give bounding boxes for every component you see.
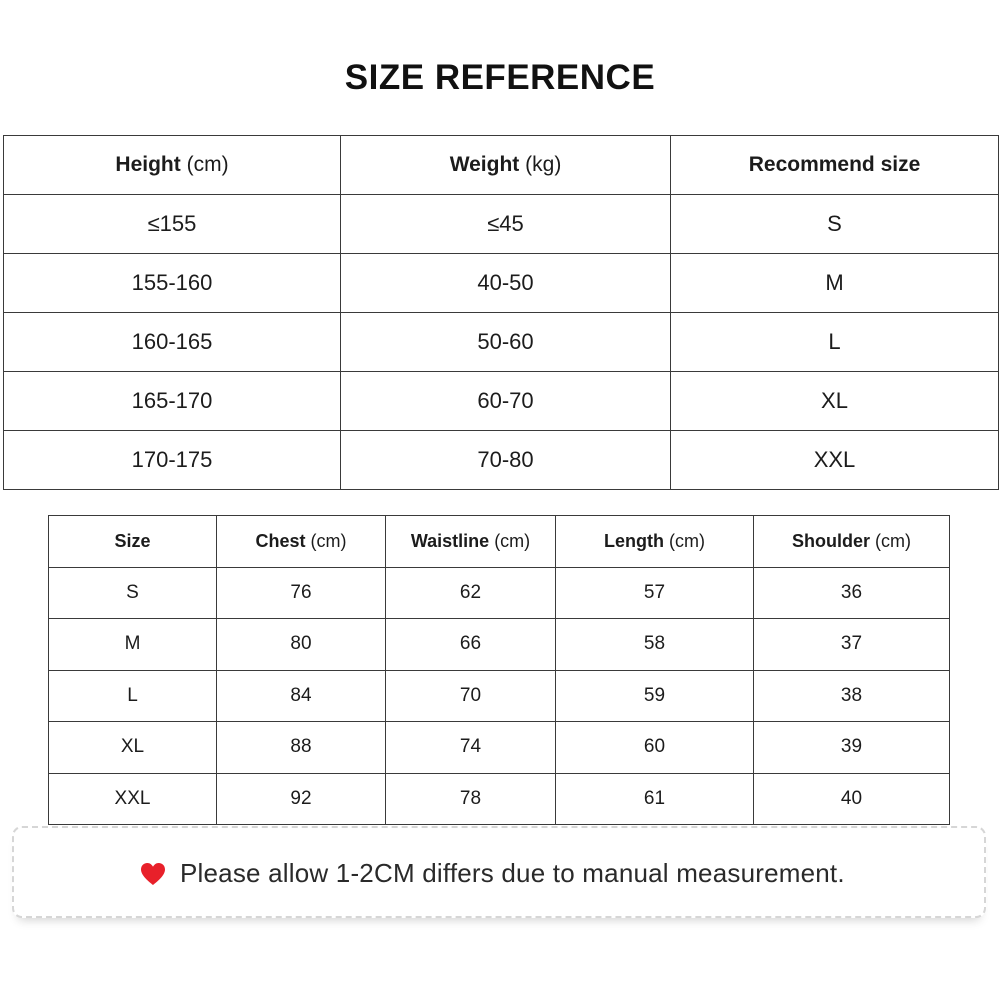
chest-cell: 84 [217,670,386,722]
header-shoulder: Shoulder (cm) [754,516,950,568]
shoulder-cell: 38 [754,670,950,722]
length-cell: 60 [556,722,754,774]
shoulder-cell: 39 [754,722,950,774]
length-cell: 59 [556,670,754,722]
table-row [4,372,999,431]
height-cell: ≤155 [4,195,341,254]
table-row [49,773,950,825]
shoulder-cell: 37 [754,619,950,671]
table-row [4,431,999,490]
shoulder-cell: 36 [754,567,950,619]
header-chest: Chest (cm) [217,516,386,568]
heart-icon [140,862,166,886]
table-header-row [4,136,999,195]
waistline-cell: 66 [386,619,556,671]
size-reference-table [3,135,999,490]
waistline-cell: 70 [386,670,556,722]
table-row [49,567,950,619]
header-recommend-size: Recommend size [671,136,999,195]
table-row [4,195,999,254]
weight-cell: 40-50 [341,254,671,313]
size-measurement-table [48,515,950,825]
header-size: Size [49,516,217,568]
weight-cell: ≤45 [341,195,671,254]
size-cell: XL [671,372,999,431]
table-row [49,619,950,671]
table-row [4,254,999,313]
waistline-cell: 74 [386,722,556,774]
height-cell: 170-175 [4,431,341,490]
table-header-row [49,516,950,568]
size-cell: XXL [49,773,217,825]
size-cell: S [49,567,217,619]
waistline-cell: 78 [386,773,556,825]
table-row [49,722,950,774]
size-cell: S [671,195,999,254]
length-cell: 57 [556,567,754,619]
chest-cell: 88 [217,722,386,774]
note-text: Please allow 1-2CM differs due to manual measurement. [180,858,845,888]
chest-cell: 92 [217,773,386,825]
size-cell: XXL [671,431,999,490]
waistline-cell: 62 [386,567,556,619]
height-cell: 160-165 [4,313,341,372]
shoulder-cell: 40 [754,773,950,825]
weight-cell: 50-60 [341,313,671,372]
size-cell: M [49,619,217,671]
chest-cell: 80 [217,619,386,671]
size-cell: M [671,254,999,313]
table-row [49,670,950,722]
chest-cell: 76 [217,567,386,619]
measurement-note [140,858,845,889]
length-cell: 58 [556,619,754,671]
page-title: SIZE REFERENCE [344,58,656,97]
size-cell: XL [49,722,217,774]
header-height: Height (cm) [4,136,341,195]
header-waistline: Waistline (cm) [386,516,556,568]
header-length: Length (cm) [556,516,754,568]
weight-cell: 70-80 [341,431,671,490]
height-cell: 155-160 [4,254,341,313]
size-cell: L [49,670,217,722]
heart-icon-shape [141,863,165,885]
length-cell: 61 [556,773,754,825]
header-weight: Weight (kg) [341,136,671,195]
height-cell: 165-170 [4,372,341,431]
weight-cell: 60-70 [341,372,671,431]
measurement-note-box [12,826,986,918]
size-cell: L [671,313,999,372]
table-row [4,313,999,372]
